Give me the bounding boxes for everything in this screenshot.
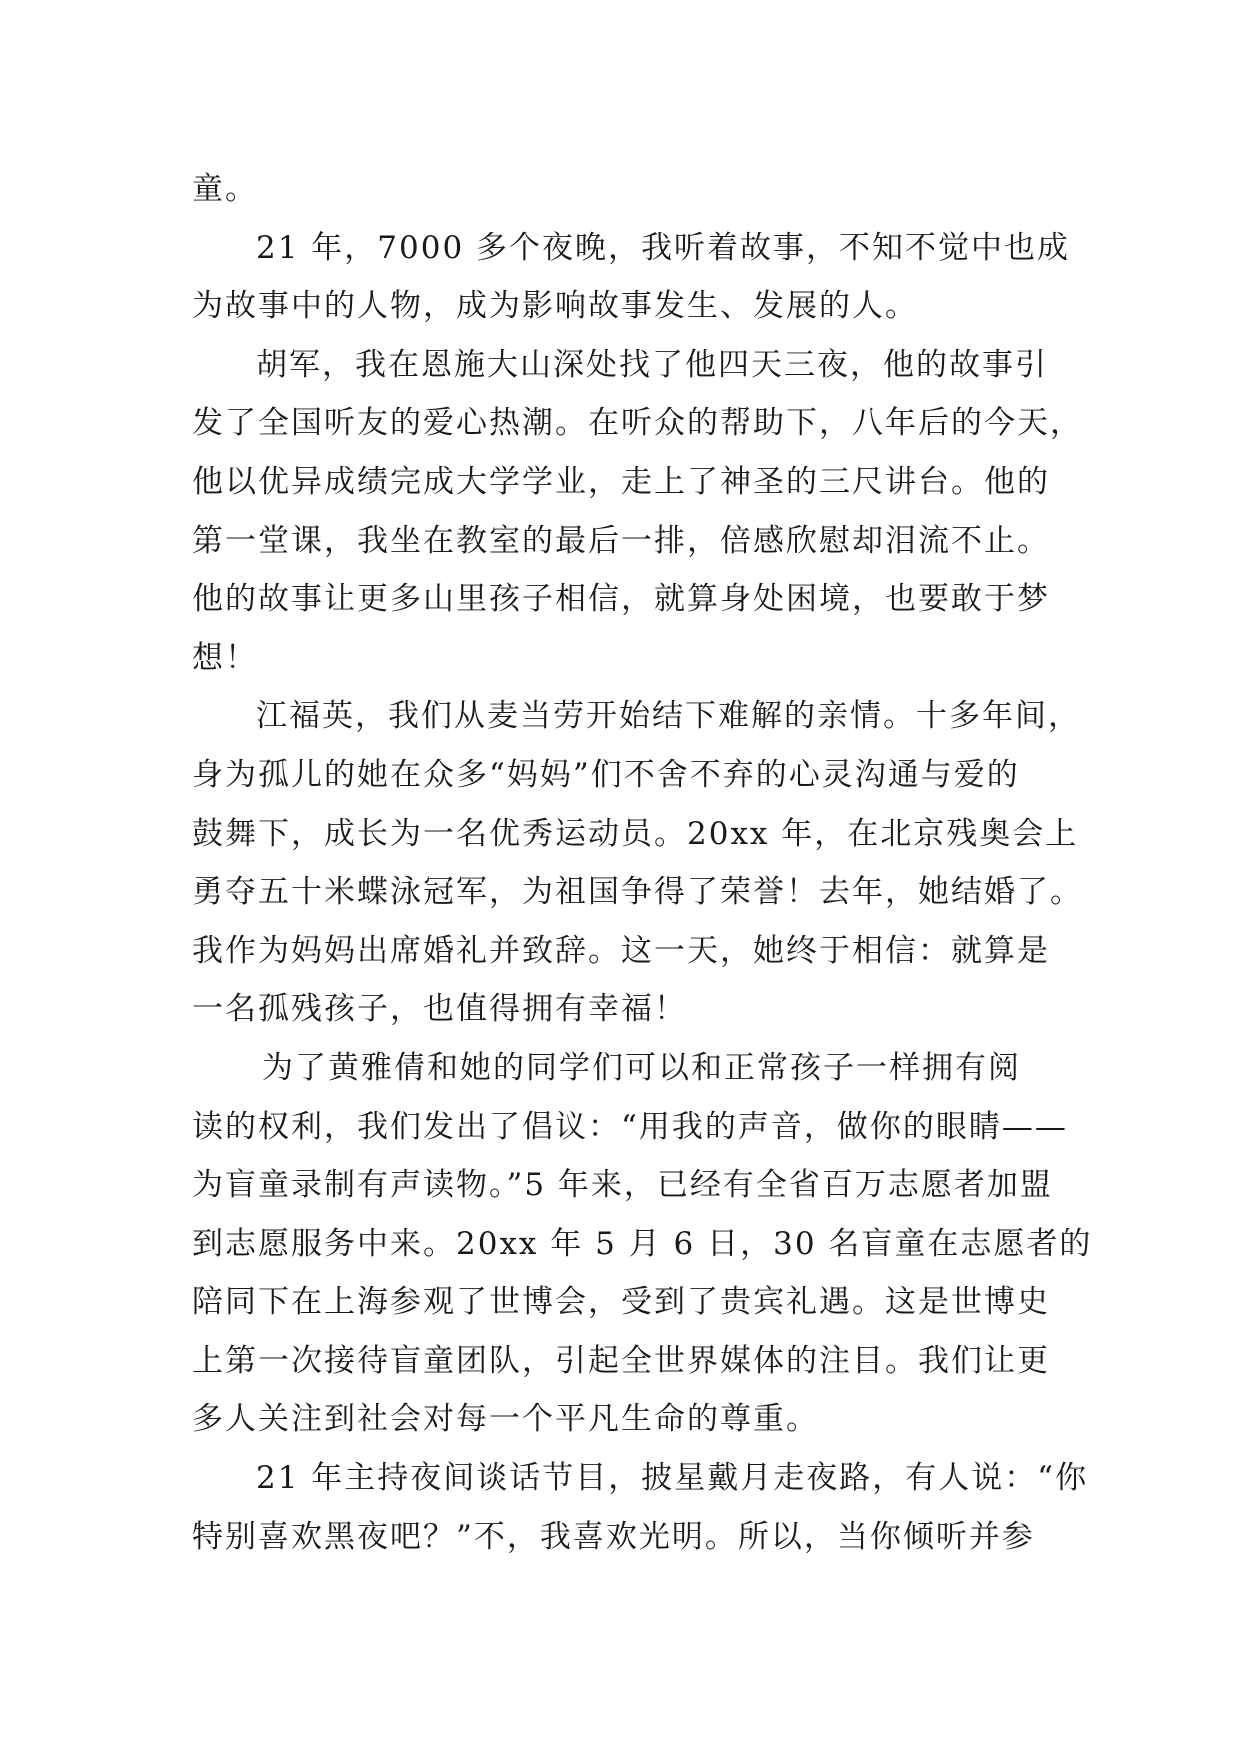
text-line: 身为孤儿的她在众多“妈妈”们不舍不弃的心灵沟通与爱的 [192, 756, 1020, 793]
text-line: 他的故事让更多山里孩子相信，就算身处困境，也要敢于梦 [192, 581, 1050, 618]
paragraph-first-line: 为了黄雅倩和她的同学们可以和正常孩子一样拥有阅 [262, 1049, 1021, 1086]
paragraph-first-line: 胡军，我在恩施大山深处找了他四天三夜，他的故事引 [256, 346, 1048, 383]
text-line: 读的权利，我们发出了倡议：“用我的声音，做你的眼睛—— [192, 1108, 1068, 1145]
paragraph-first-line: 21 年主持夜间谈话节目，披星戴月走夜路，有人说：“你 [256, 1460, 1089, 1497]
text-line: 到志愿服务中来。20xx 年 5 月 6 日，30 名盲童在志愿者的 [192, 1225, 1093, 1262]
text-line: 童。 [192, 171, 258, 207]
text-line: 特别喜欢黑夜吧？”不，我喜欢光明。所以，当你倾听并参 [192, 1518, 1035, 1555]
text-line: 陪同下在上海参观了世博会，受到了贵宾礼遇。这是世博史 [192, 1284, 1050, 1321]
text-line: 为盲童录制有声读物。”5 年来，已经有全省百万志愿者加盟 [192, 1167, 1053, 1204]
text-line: 勇夺五十米蝶泳冠军，为祖国争得了荣誉！去年，她结婚了。 [192, 874, 1083, 911]
paragraph-first-line: 江福英，我们从麦当劳开始结下难解的亲情。十多年间， [256, 698, 1081, 735]
text-line: 多人关注到社会对每一个平凡生命的尊重。 [192, 1401, 819, 1438]
text-line: 上第一次接待盲童团队，引起全世界媒体的注目。我们让更 [192, 1342, 1050, 1379]
text-line: 为故事中的人物，成为影响故事发生、发展的人。 [192, 288, 918, 325]
text-line: 第一堂课，我坐在教室的最后一排，倍感欣慰却泪流不止。 [192, 522, 1050, 559]
text-line: 一名孤残孩子，也值得拥有幸福！ [192, 991, 687, 1028]
text-line: 他以优异成绩完成大学学业，走上了神圣的三尺讲台。他的 [192, 463, 1050, 500]
text-line: 想！ [192, 639, 258, 676]
text-line: 我作为妈妈出席婚礼并致辞。这一天，她终于相信：就算是 [192, 932, 1050, 969]
text-line: 发了全国听友的爱心热潮。在听众的帮助下，八年后的今天， [192, 405, 1083, 442]
text-line: 鼓舞下，成长为一名优秀运动员。20xx 年，在北京残奥会上 [192, 815, 1079, 852]
paragraph-first-line: 21 年，7000 多个夜晚，我听着故事，不知不觉中也成 [256, 229, 1071, 266]
document-body [192, 160, 1093, 1566]
